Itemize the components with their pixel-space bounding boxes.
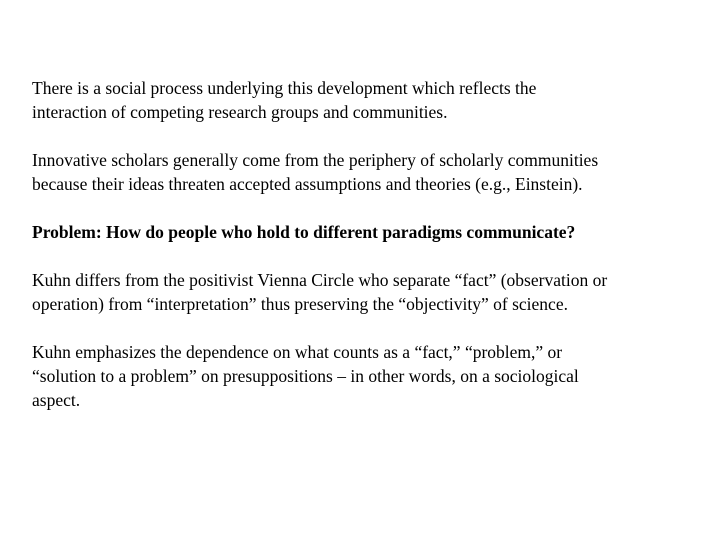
- paragraph-social-process: There is a social process underlying this development which reflects the interaction of competing research groups and communities.: [32, 78, 537, 122]
- slide-body: [32, 76, 692, 436]
- paragraph-kuhn-presuppositions: Kuhn emphasizes the dependence on what counts as a “fact,” “problem,” or “solution to a problem” on presuppositions – in other words, on a sociological aspect.: [32, 342, 579, 410]
- paragraph-problem: Problem: How do people who hold to different paradigms communicate?: [32, 222, 576, 242]
- paragraph-innovative-scholars: Innovative scholars generally come from the periphery of scholarly communities because their ideas threaten accepted assumptions and theories (e.g., Einstein).: [32, 150, 599, 194]
- paragraph-kuhn-vienna-circle: Kuhn differs from the positivist Vienna Circle who separate “fact” (observation or operation) from “interpretation” thus preserving the “objectivity” of science.: [32, 270, 608, 314]
